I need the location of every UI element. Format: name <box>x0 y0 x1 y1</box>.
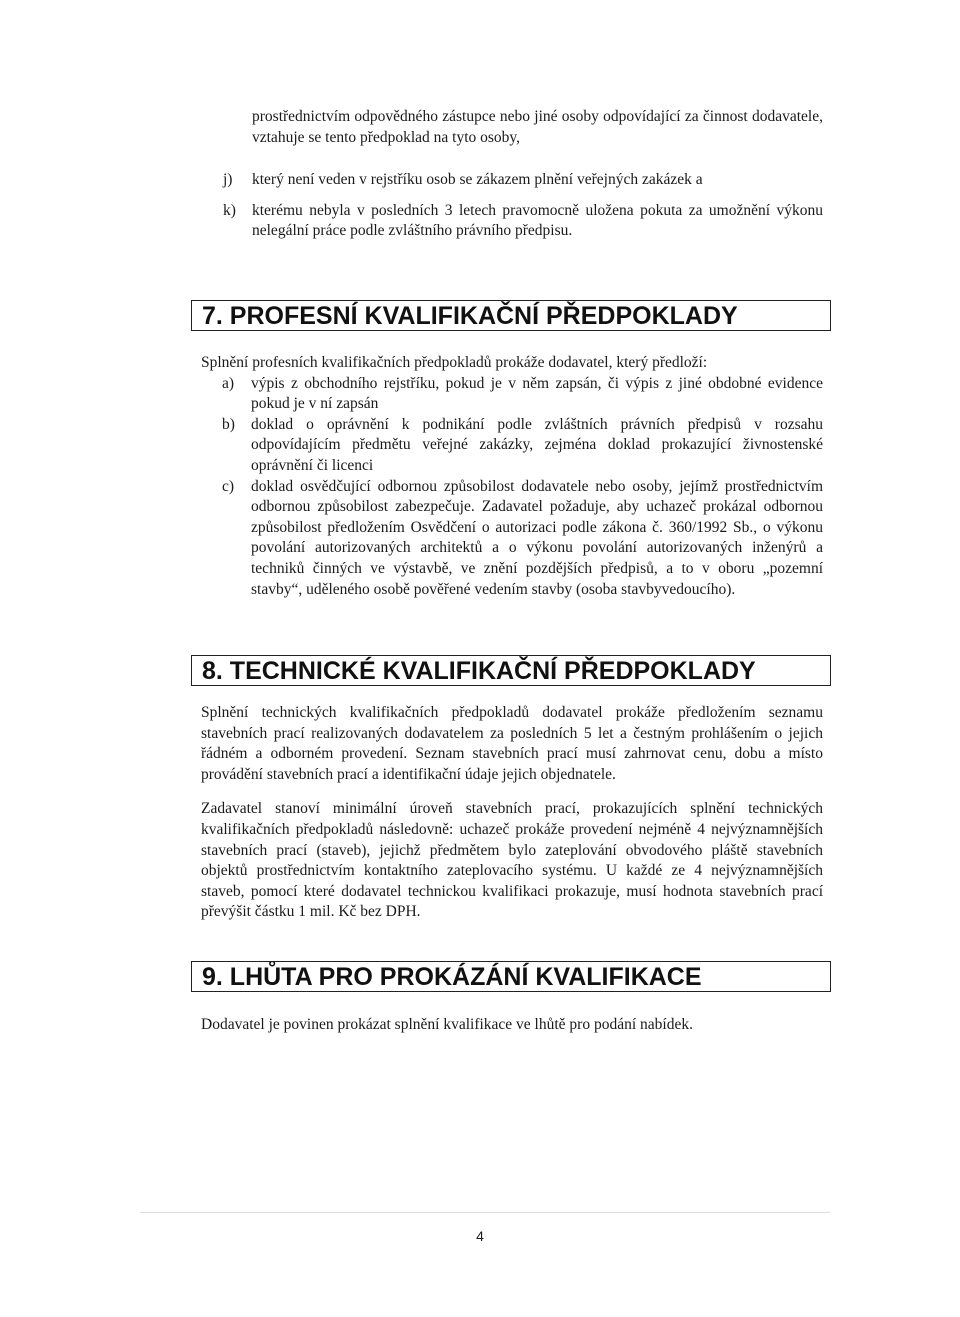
list-item-text: doklad osvědčující odbornou způsobilost dodavatele nebo osoby, jejímž prostřednictvím odbornou způsobilost zabezpečuje. Zadavatel požaduje, aby uchazeč prokázal odbornou způsobilost předložením Osvědčení o autorizaci podle zákona č. 360/1992 Sb., o výkonu povolání autorizovaných architektů a o výkonu povolání autorizovaných inženýrů a techniků činných ve výstavbě, ve znění pozdějších předpisů, a to v oboru „pozemní stavby“, uděleného osobě pověřené vedením stavby (osoba stavbyvedoucího). <box>251 477 823 598</box>
list-item-text: kterému nebyla v posledních 3 letech pravomocně uložena pokuta za umožnění výkonu nelegální práce podle zvláštního právního předpisu. <box>252 201 823 240</box>
continued-paragraph: prostřednictvím odpovědného zástupce nebo jiné osoby odpovídající za činnost dodavatele, vztahuje se tento předpoklad na tyto osoby, <box>252 108 823 146</box>
list-item-text: výpis z obchodního rejstříku, pokud je v něm zapsán, či výpis z jiné obdobné evidence pokud je v ní zapsán <box>251 374 823 413</box>
list-item-k <box>201 201 823 242</box>
section-8-body <box>201 703 823 923</box>
section-7-body <box>201 353 823 600</box>
section-8-paragraph: Splnění technických kvalifikačních předpokladů dodavatel prokáže předložením seznamu stavebních prací realizovaných dodavatelem za posledních 5 let a čestným prohlášením o jejich řádném a odborném provedení. Seznam stavebních prací musí zahrnovat cenu, dobu a místo provádění stavebních prací a identifikační údaje jejich objednatele. <box>201 704 823 783</box>
list-item-label: a) <box>222 374 235 392</box>
list-item-b <box>201 415 823 477</box>
list-item-c <box>201 477 823 601</box>
section-7-intro: Splnění profesních kvalifikačních předpokladů prokáže dodavatel, který předloží: <box>201 354 708 371</box>
section-7-heading: 7. PROFESNÍ KVALIFIKAČNÍ PŘEDPOKLADY <box>191 300 831 331</box>
section-9-heading: 9. LHŮTA PRO PROKÁZÁNÍ KVALIFIKACE <box>191 961 831 992</box>
list-item-label: c) <box>222 477 235 495</box>
list-item-text: doklad o oprávnění k podnikání podle zvláštních právních předpisů v rozsahu odpovídajícím předmětu veřejné zakázky, zejména doklad prokazující živnostenské oprávnění či licenci <box>251 415 823 474</box>
continued-block <box>201 107 823 148</box>
section-9-paragraph: Dodavatel je povinen prokázat splnění kvalifikace ve lhůtě pro podání nabídek. <box>201 1016 693 1033</box>
continued-list <box>201 170 823 242</box>
section-7-list <box>201 374 823 601</box>
section-9-body <box>201 1015 823 1036</box>
list-item-j <box>201 170 823 191</box>
footer-divider <box>140 1212 830 1213</box>
section-8-heading: 8. TECHNICKÉ KVALIFIKAČNÍ PŘEDPOKLADY <box>191 655 831 686</box>
list-item-label: j) <box>223 171 233 188</box>
list-item-a <box>201 374 823 415</box>
page-number: 4 <box>476 1228 484 1244</box>
list-item-text: který není veden v rejstříku osob se zákazem plnění veřejných zakázek a <box>252 171 703 188</box>
section-8-paragraph: Zadavatel stanoví minimální úroveň stavebních prací, prokazujících splnění technických kvalifikačních předpokladů následovně: uchazeč prokáže provedení nejméně 4 nejvýznamnějších stavebních prací (staveb), jejichž předmětem bylo zateplování obvodového pláště stavebních objektů prostřednictvím kontaktního zateplovacího systému. U každé ze 4 nejvýznamnějších staveb, pomocí které dodavatel technickou kvalifikaci prokazuje, musí hodnota stavebních prací převýšit částku 1 mil. Kč bez DPH. <box>201 800 823 921</box>
list-item-label: k) <box>223 201 236 219</box>
list-item-label: b) <box>222 415 235 433</box>
